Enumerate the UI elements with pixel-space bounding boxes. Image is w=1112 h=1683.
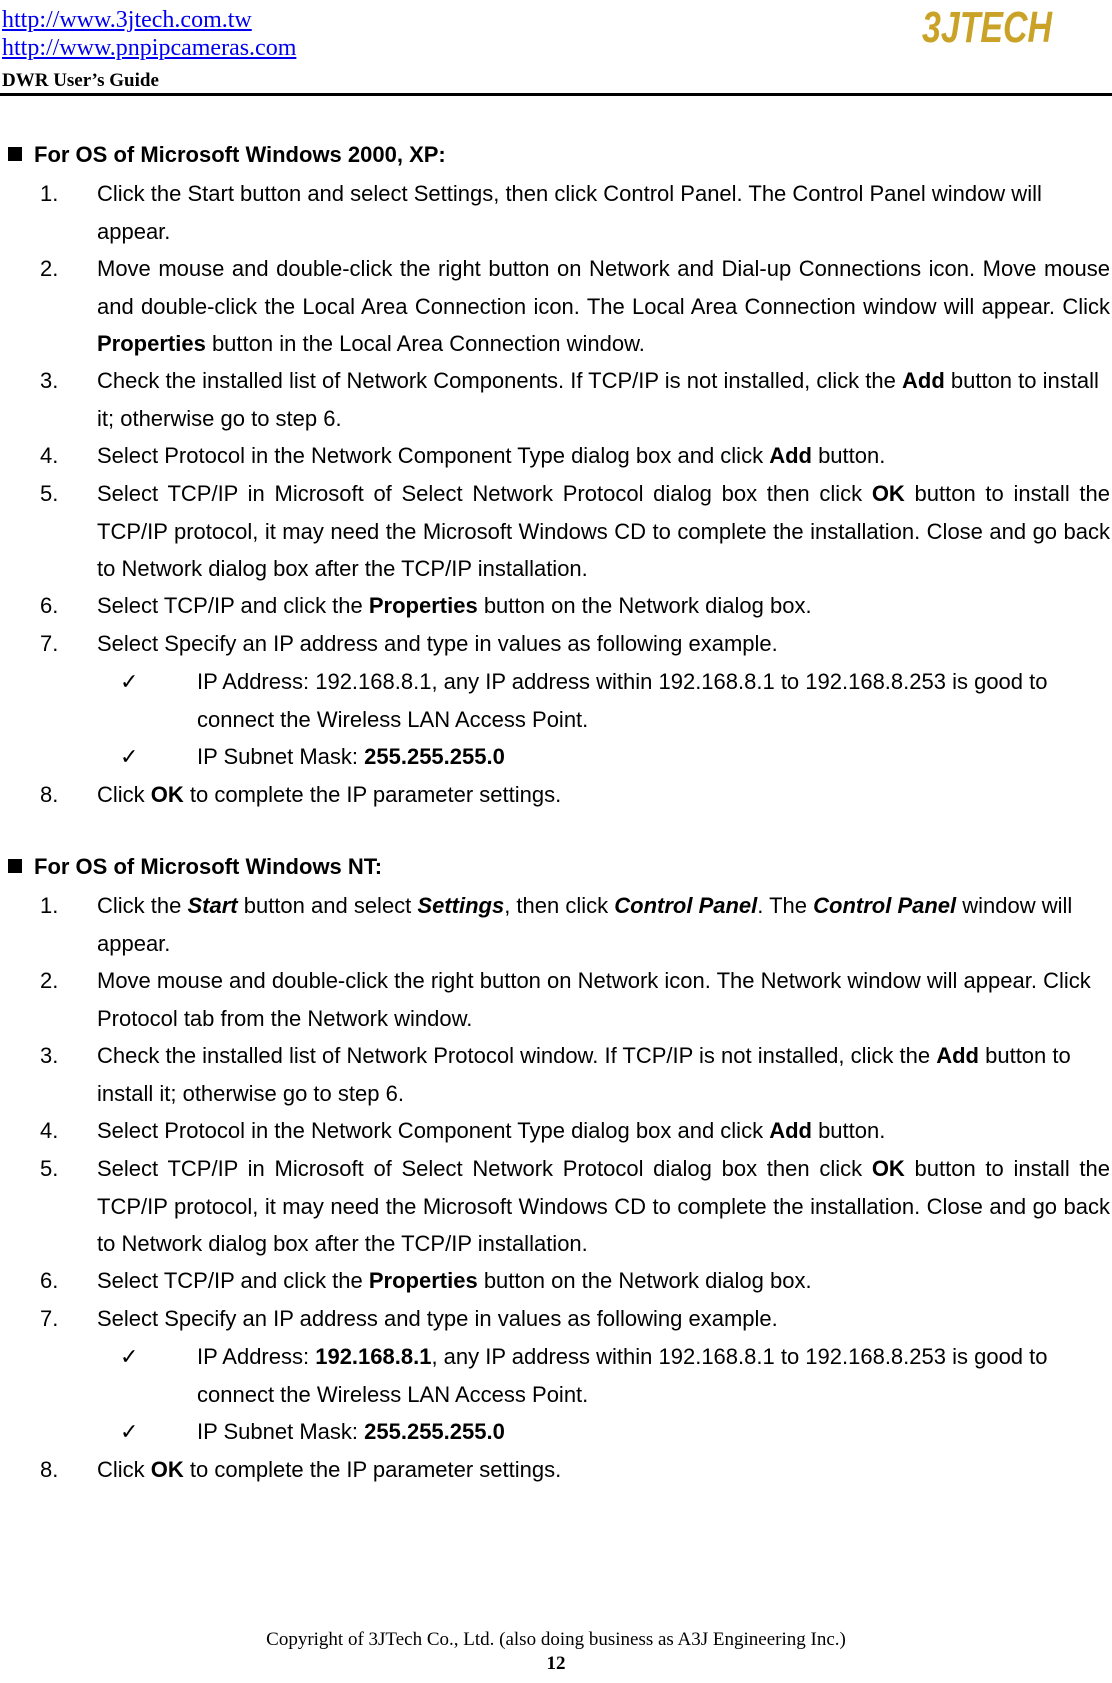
list-item [40,625,1110,663]
section-heading-win2000-xp [8,137,446,173]
list-item [40,1451,1110,1489]
guide-title: DWR User’s Guide [2,70,159,91]
list-item [40,437,1110,475]
company-logo [922,0,1057,58]
list-item [40,887,1110,962]
item-text: Select TCP/IP in Microsoft of Select Network Protocol dialog box then click OK button to install the TCP/IP protocol, it may need the Microsoft Windows CD to complete the installation. Close and go back to Network dialog box after the TCP/IP installation. [97,1156,1110,1256]
section-heading-win-nt [8,849,382,885]
square-bullet-icon [8,859,22,873]
item-text: Check the installed list of Network Protocol window. If TCP/IP is not installed, click the Add button to install it; otherwise go to step 6. [97,1043,1071,1106]
item-number: 3. [40,1043,59,1068]
list-item [40,475,1110,588]
item-number: 6. [40,1268,59,1293]
checkmark-icon: ✓ [120,669,139,694]
item-number: 3. [40,368,59,393]
item-text: Select TCP/IP and click the Properties button on the Network dialog box. [97,593,812,618]
item-text: Click OK to complete the IP parameter settings. [97,782,562,807]
item-number: 8. [40,1457,59,1482]
sub-list-item [120,663,1110,738]
item-text: Click OK to complete the IP parameter settings. [97,1457,562,1482]
sub-item-text: IP Address: 192.168.8.1, any IP address within 192.168.8.1 to 192.168.8.253 is good to connect the Wireless LAN Access Point. [197,669,1048,732]
sub-item-text: IP Subnet Mask: 255.255.255.0 [197,744,505,769]
copyright-text: Copyright of 3JTech Co., Ltd. (also doing business as A3J Engineering Inc.) [266,1629,846,1650]
item-text: Select Specify an IP address and type in values as following example. [97,1306,778,1331]
item-text: Select Protocol in the Network Component Type dialog box and click Add button. [97,1118,886,1143]
item-number: 8. [40,782,59,807]
section-heading-text: For OS of Microsoft Windows NT: [34,854,383,879]
logo-text: 3JTECH [922,3,1053,52]
list-item [40,1300,1110,1338]
sub-item-text: IP Subnet Mask: 255.255.255.0 [197,1419,505,1444]
sub-list-item [120,1338,1110,1413]
item-text: Move mouse and double-click the right button on Network icon. The Network window will appear. Click Protocol tab from the Network window. [97,968,1091,1031]
item-number: 7. [40,631,59,656]
item-text: Select TCP/IP and click the Properties button on the Network dialog box. [97,1268,812,1293]
item-number: 7. [40,1306,59,1331]
item-number: 6. [40,593,59,618]
item-text: Select Specify an IP address and type in values as following example. [97,631,778,656]
list-item [40,587,1110,625]
website-link-pnpipcameras[interactable]: http://www.pnpipcameras.com [2,35,297,61]
section-heading-text: For OS of Microsoft Windows 2000, XP: [34,142,446,167]
sub-item-text: IP Address: 192.168.8.1, any IP address within 192.168.8.1 to 192.168.8.253 is good to connect the Wireless LAN Access Point. [197,1344,1048,1407]
item-number: 2. [40,968,59,993]
list-item [40,362,1110,437]
list-item [40,1262,1110,1300]
list-item [40,962,1110,1037]
list-item [40,1112,1110,1150]
square-bullet-icon [8,147,22,161]
sub-list-item [120,1413,1110,1451]
list-item [40,175,1110,250]
item-number: 1. [40,893,59,918]
website-link-3jtech[interactable]: http://www.3jtech.com.tw [2,7,252,33]
page-number: 12 [546,1653,566,1674]
item-number: 5. [40,481,59,506]
list-item [40,250,1110,363]
sub-list-item [120,738,1110,776]
header-links [2,6,296,62]
page-footer [0,1628,1112,1676]
item-number: 4. [40,443,59,468]
item-text: Move mouse and double-click the right button on Network and Dial-up Connections icon. Move mouse and double-click the Local Area Connection icon. The Local Area Connection window will appear. Click Properties button in the Local Area Connection window. [97,256,1110,356]
list-item [40,1037,1110,1112]
checkmark-icon: ✓ [120,1344,139,1369]
item-text: Select Protocol in the Network Component Type dialog box and click Add button. [97,443,886,468]
checkmark-icon: ✓ [120,1419,139,1444]
list-item [40,1150,1110,1263]
list-item [40,776,1110,814]
item-number: 1. [40,181,59,206]
item-text: Select TCP/IP in Microsoft of Select Network Protocol dialog box then click OK button to install the TCP/IP protocol, it may need the Microsoft Windows CD to complete the installation. Close and go back to Network dialog box after the TCP/IP installation. [97,481,1110,581]
header-rule [0,93,1112,96]
item-number: 5. [40,1156,59,1181]
item-text: Click the Start button and select Settings, then click Control Panel. The Control Panel window will appear. [97,181,1042,244]
item-text: Click the Start button and select Settings, then click Control Panel. The Control Panel window will appear. [97,893,1073,956]
checkmark-icon: ✓ [120,744,139,769]
item-text: Check the installed list of Network Components. If TCP/IP is not installed, click the Add button to install it; otherwise go to step 6. [97,368,1099,431]
item-number: 2. [40,256,59,281]
item-number: 4. [40,1118,59,1143]
